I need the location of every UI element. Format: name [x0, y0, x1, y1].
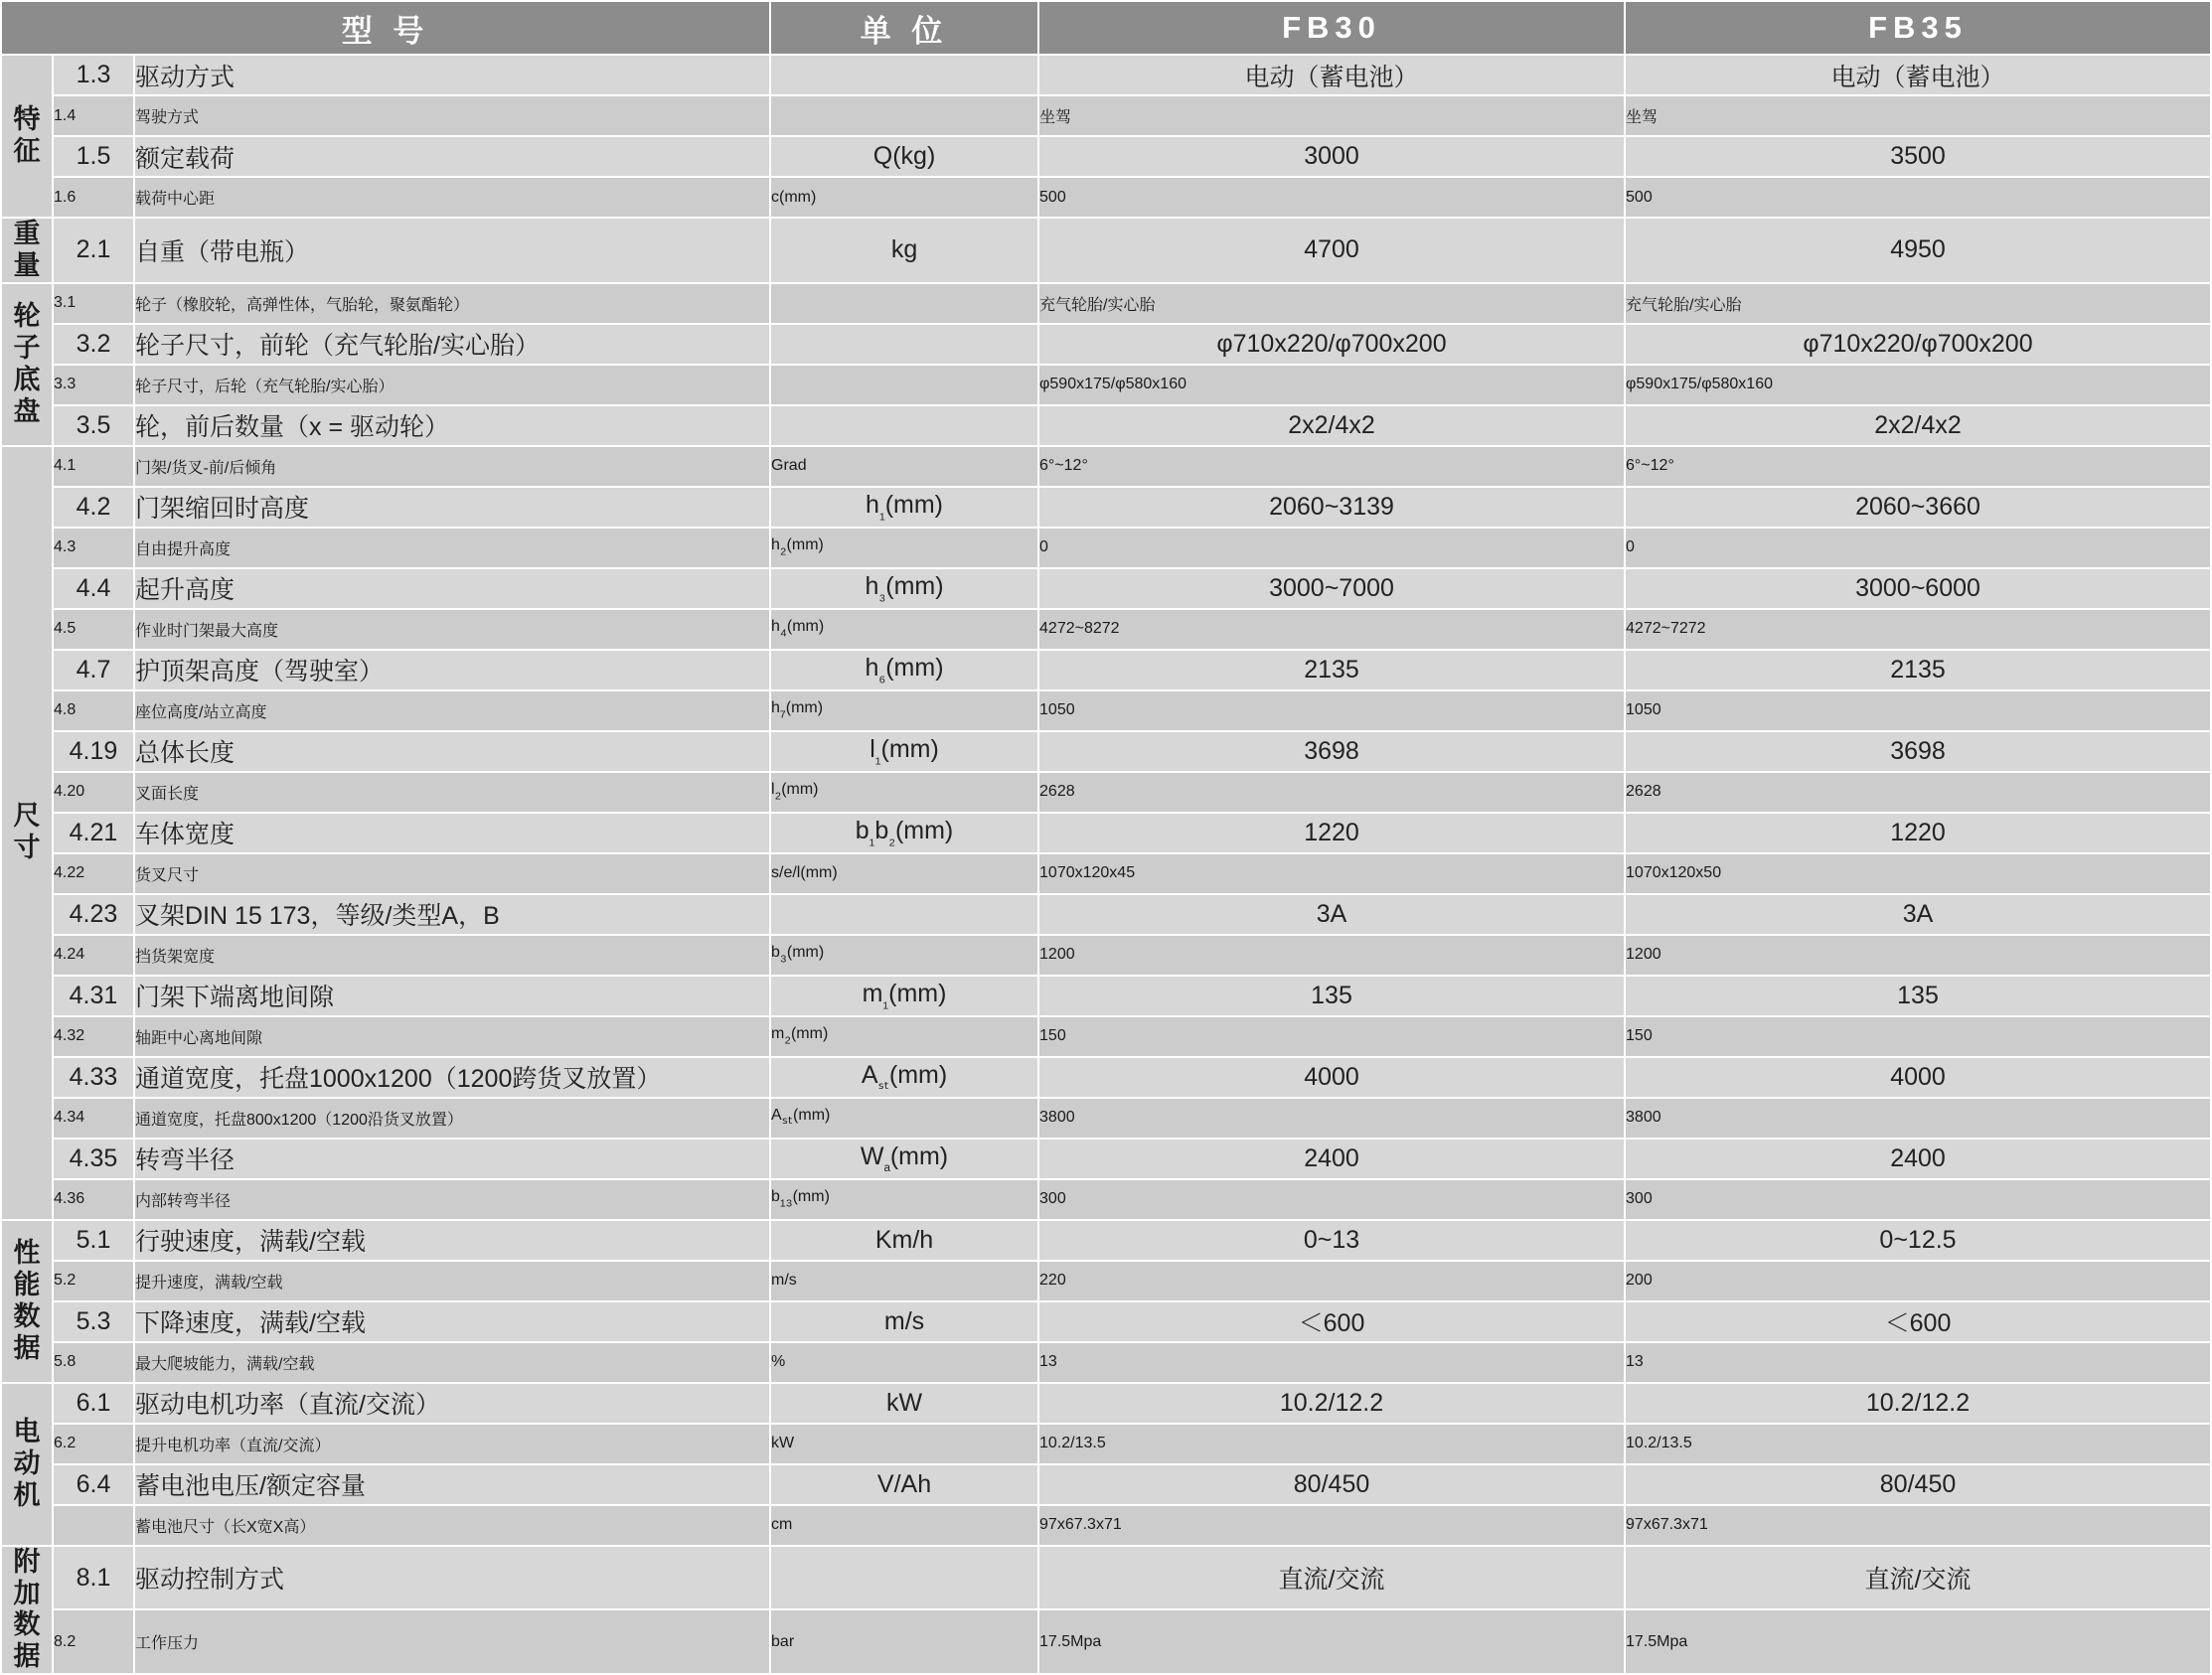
row-name: 最大爬坡能力，满载/空载	[134, 1342, 770, 1383]
row-unit: cm	[770, 1505, 1038, 1546]
row-unit: kW	[770, 1424, 1038, 1464]
row-value-fb30: 坐驾	[1038, 95, 1625, 136]
table-row	[1, 1546, 2211, 1610]
table-row	[1, 1261, 2211, 1301]
row-value-fb35: 80/450	[1625, 1464, 2211, 1505]
row-name: 提升速度，满载/空载	[134, 1261, 770, 1301]
row-value-fb30: 10.2/12.2	[1038, 1383, 1625, 1424]
row-number: 3.1	[53, 283, 134, 324]
row-name: 作业时门架最大高度	[134, 609, 770, 650]
row-value-fb30: ＜600	[1038, 1301, 1625, 1342]
row-value-fb30: 2628	[1038, 772, 1625, 813]
row-value-fb30: 2060~3139	[1038, 487, 1625, 528]
row-name: 通道宽度，托盘1000x1200（1200跨货叉放置）	[134, 1057, 770, 1098]
row-value-fb35: 电动（蓄电池）	[1625, 55, 2211, 95]
row-value-fb30: 13	[1038, 1342, 1625, 1383]
row-value-fb35: 4000	[1625, 1057, 2211, 1098]
table-row	[1, 1301, 2211, 1342]
row-value-fb35: 2400	[1625, 1139, 2211, 1179]
row-name: 货叉尺寸	[134, 853, 770, 894]
table-row	[1, 365, 2211, 405]
row-number: 4.4	[53, 568, 134, 609]
row-unit: $h_{_7}(mm)$	[770, 690, 1038, 731]
row-number: 1.5	[53, 136, 134, 177]
row-value-fb30: 1200	[1038, 935, 1625, 976]
row-unit: $A_{_{st}}(mm)$	[770, 1098, 1038, 1139]
row-number: 1.3	[53, 55, 134, 95]
row-value-fb35: 4272~7272	[1625, 609, 2211, 650]
row-number: 1.4	[53, 95, 134, 136]
row-value-fb35: 200	[1625, 1261, 2211, 1301]
row-unit: $m_{_1}(mm)$	[770, 976, 1038, 1016]
row-unit: kW	[770, 1383, 1038, 1424]
row-value-fb30: 充气轮胎/实心胎	[1038, 283, 1625, 324]
row-name: 通道宽度，托盘800x1200（1200沿货叉放置）	[134, 1098, 770, 1139]
row-value-fb35: 1200	[1625, 935, 2211, 976]
row-value-fb30: 135	[1038, 976, 1625, 1016]
table-row	[1, 283, 2211, 324]
row-unit: Km/h	[770, 1220, 1038, 1261]
row-name: 蓄电池电压/额定容量	[134, 1464, 770, 1505]
table-row	[1, 528, 2211, 568]
row-number: 4.22	[53, 853, 134, 894]
row-value-fb35: 13	[1625, 1342, 2211, 1383]
row-value-fb30: φ590x175/φ580x160	[1038, 365, 1625, 405]
row-value-fb35: 2060~3660	[1625, 487, 2211, 528]
row-unit: $l_{_1}(mm)$	[770, 731, 1038, 772]
row-unit	[770, 55, 1038, 95]
row-value-fb30: 220	[1038, 1261, 1625, 1301]
row-value-fb30: 500	[1038, 177, 1625, 218]
group-label: 附 加 数 据	[1, 1546, 53, 1674]
row-number: 4.35	[53, 1139, 134, 1179]
row-value-fb35: 0	[1625, 528, 2211, 568]
table-row	[1, 95, 2211, 136]
table-row	[1, 894, 2211, 935]
row-number: 4.19	[53, 731, 134, 772]
row-name: 挡货架宽度	[134, 935, 770, 976]
row-value-fb30: 2400	[1038, 1139, 1625, 1179]
row-value-fb30: 电动（蓄电池）	[1038, 55, 1625, 95]
row-value-fb35: 97x67.3x71	[1625, 1505, 2211, 1546]
table-row	[1, 1220, 2211, 1261]
table-row	[1, 55, 2211, 95]
row-value-fb30: 3698	[1038, 731, 1625, 772]
table-row	[1, 177, 2211, 218]
header-fb30: FB30	[1038, 1, 1625, 55]
table-row	[1, 136, 2211, 177]
row-unit: $W_{_a}(mm)$	[770, 1139, 1038, 1179]
table-row	[1, 405, 2211, 446]
table-row	[1, 1383, 2211, 1424]
row-value-fb30: 150	[1038, 1016, 1625, 1057]
row-number: 4.1	[53, 446, 134, 487]
group-label: 重 量	[1, 218, 53, 283]
row-number: 8.1	[53, 1546, 134, 1610]
row-value-fb35: 17.5Mpa	[1625, 1609, 2211, 1674]
table-row	[1, 1505, 2211, 1546]
row-name: 轴距中心离地间隙	[134, 1016, 770, 1057]
row-name: 座位高度/站立高度	[134, 690, 770, 731]
row-number: 6.4	[53, 1464, 134, 1505]
row-value-fb35: 1220	[1625, 813, 2211, 853]
row-number: 2.1	[53, 218, 134, 283]
row-name: 驾驶方式	[134, 95, 770, 136]
row-number: 4.21	[53, 813, 134, 853]
row-value-fb30: 直流/交流	[1038, 1546, 1625, 1610]
row-number: 1.6	[53, 177, 134, 218]
row-name: 总体长度	[134, 731, 770, 772]
row-value-fb30: 1050	[1038, 690, 1625, 731]
row-number	[53, 1505, 134, 1546]
row-name: 自重（带电瓶）	[134, 218, 770, 283]
row-name: 车体宽度	[134, 813, 770, 853]
row-value-fb30: 4700	[1038, 218, 1625, 283]
row-unit: $m_{_2}(mm)$	[770, 1016, 1038, 1057]
table-row	[1, 487, 2211, 528]
row-name: 起升高度	[134, 568, 770, 609]
table-row	[1, 1342, 2211, 1383]
table-row	[1, 772, 2211, 813]
table-row	[1, 853, 2211, 894]
row-number: 4.23	[53, 894, 134, 935]
row-number: 5.1	[53, 1220, 134, 1261]
row-value-fb35: 300	[1625, 1179, 2211, 1220]
table-row	[1, 1424, 2211, 1464]
row-value-fb35: 1070x120x50	[1625, 853, 2211, 894]
row-value-fb30: 3800	[1038, 1098, 1625, 1139]
table-row	[1, 690, 2211, 731]
row-unit	[770, 1546, 1038, 1610]
row-value-fb30: 2135	[1038, 650, 1625, 690]
row-name: 轮子（橡胶轮，高弹性体，气胎轮，聚氨酯轮）	[134, 283, 770, 324]
row-unit: bar	[770, 1609, 1038, 1674]
table-row	[1, 324, 2211, 365]
row-number: 4.7	[53, 650, 134, 690]
group-label: 电 动 机	[1, 1383, 53, 1546]
row-value-fb30: 97x67.3x71	[1038, 1505, 1625, 1546]
row-unit: $h_{_1}(mm)$	[770, 487, 1038, 528]
row-name: 叉架DIN 15 173，等级/类型A，B	[134, 894, 770, 935]
row-value-fb30: 300	[1038, 1179, 1625, 1220]
row-number: 4.36	[53, 1179, 134, 1220]
table-row	[1, 568, 2211, 609]
row-number: 4.20	[53, 772, 134, 813]
row-value-fb35: 10.2/13.5	[1625, 1424, 2211, 1464]
row-value-fb35: 6°~12°	[1625, 446, 2211, 487]
row-name: 轮子尺寸，前轮（充气轮胎/实心胎）	[134, 324, 770, 365]
row-value-fb30: 10.2/13.5	[1038, 1424, 1625, 1464]
row-value-fb30: 17.5Mpa	[1038, 1609, 1625, 1674]
row-unit: $h_{_2}(mm)$	[770, 528, 1038, 568]
row-value-fb35: 充气轮胎/实心胎	[1625, 283, 2211, 324]
row-value-fb35: 135	[1625, 976, 2211, 1016]
row-unit: kg	[770, 218, 1038, 283]
row-value-fb35: φ710x220/φ700x200	[1625, 324, 2211, 365]
row-value-fb35: 500	[1625, 177, 2211, 218]
row-number: 4.3	[53, 528, 134, 568]
row-name: 提升电机功率（直流/交流）	[134, 1424, 770, 1464]
row-unit: Q(kg)	[770, 136, 1038, 177]
row-number: 4.33	[53, 1057, 134, 1098]
row-unit: $b_{_{13}}(mm)$	[770, 1179, 1038, 1220]
row-value-fb35: 3000~6000	[1625, 568, 2211, 609]
row-name: 行驶速度，满载/空载	[134, 1220, 770, 1261]
header-model: 型 号	[1, 1, 770, 55]
table-row	[1, 1098, 2211, 1139]
table-row	[1, 935, 2211, 976]
group-label: 轮 子 底 盘	[1, 283, 53, 446]
row-value-fb30: 0	[1038, 528, 1625, 568]
row-unit: %	[770, 1342, 1038, 1383]
table-row	[1, 650, 2211, 690]
row-name: 额定载荷	[134, 136, 770, 177]
row-number: 4.24	[53, 935, 134, 976]
row-number: 6.2	[53, 1424, 134, 1464]
table-row	[1, 609, 2211, 650]
table-row	[1, 976, 2211, 1016]
row-number: 3.2	[53, 324, 134, 365]
row-value-fb30: 4000	[1038, 1057, 1625, 1098]
row-unit: $b_{_3}(mm)$	[770, 935, 1038, 976]
row-name: 驱动控制方式	[134, 1546, 770, 1610]
row-number: 5.2	[53, 1261, 134, 1301]
row-name: 护顶架高度（驾驶室）	[134, 650, 770, 690]
row-unit	[770, 365, 1038, 405]
row-unit: $h_{_3}(mm)$	[770, 568, 1038, 609]
table-row	[1, 1464, 2211, 1505]
row-value-fb30: 80/450	[1038, 1464, 1625, 1505]
row-name: 叉面长度	[134, 772, 770, 813]
row-value-fb35: 2628	[1625, 772, 2211, 813]
row-name: 驱动电机功率（直流/交流）	[134, 1383, 770, 1424]
row-number: 5.3	[53, 1301, 134, 1342]
row-unit: $l_{_2}(mm)$	[770, 772, 1038, 813]
row-value-fb35: 10.2/12.2	[1625, 1383, 2211, 1424]
table-row	[1, 446, 2211, 487]
row-number: 4.31	[53, 976, 134, 1016]
row-value-fb30: 1220	[1038, 813, 1625, 853]
row-value-fb30: 6°~12°	[1038, 446, 1625, 487]
row-value-fb35: φ590x175/φ580x160	[1625, 365, 2211, 405]
row-unit	[770, 95, 1038, 136]
row-number: 3.3	[53, 365, 134, 405]
row-number: 5.8	[53, 1342, 134, 1383]
row-name: 轮子尺寸，后轮（充气轮胎/实心胎）	[134, 365, 770, 405]
row-unit: $h_{_4}(mm)$	[770, 609, 1038, 650]
row-unit: $A_{_{st}}(mm)$	[770, 1057, 1038, 1098]
row-name: 驱动方式	[134, 55, 770, 95]
row-value-fb35: 3500	[1625, 136, 2211, 177]
row-value-fb35: 直流/交流	[1625, 1546, 2211, 1610]
table-row	[1, 1609, 2211, 1674]
row-name: 轮，前后数量（x = 驱动轮）	[134, 405, 770, 446]
row-value-fb30: 3000~7000	[1038, 568, 1625, 609]
row-unit	[770, 405, 1038, 446]
row-value-fb30: 4272~8272	[1038, 609, 1625, 650]
table-body	[1, 55, 2211, 1674]
row-unit: m/s	[770, 1261, 1038, 1301]
row-name: 下降速度，满载/空载	[134, 1301, 770, 1342]
row-unit	[770, 324, 1038, 365]
row-unit: s/e/l(mm)	[770, 853, 1038, 894]
row-unit: Grad	[770, 446, 1038, 487]
row-number: 3.5	[53, 405, 134, 446]
row-number: 4.8	[53, 690, 134, 731]
row-name: 门架/货叉-前/后倾角	[134, 446, 770, 487]
row-value-fb35: 坐驾	[1625, 95, 2211, 136]
row-number: 4.34	[53, 1098, 134, 1139]
header-unit: 单 位	[770, 1, 1038, 55]
row-name: 门架下端离地间隙	[134, 976, 770, 1016]
group-label: 尺 寸	[1, 446, 53, 1220]
header-fb35: FB35	[1625, 1, 2211, 55]
row-unit: $b_{_1}b_{_2}(mm)$	[770, 813, 1038, 853]
row-value-fb35: 4950	[1625, 218, 2211, 283]
table-header	[1, 1, 2211, 55]
row-value-fb30: 0~13	[1038, 1220, 1625, 1261]
row-name: 转弯半径	[134, 1139, 770, 1179]
row-name: 内部转弯半径	[134, 1179, 770, 1220]
row-number: 8.2	[53, 1609, 134, 1674]
table-row	[1, 1016, 2211, 1057]
row-unit: $h_{_6}(mm)$	[770, 650, 1038, 690]
group-label: 特 征	[1, 55, 53, 218]
row-number: 4.32	[53, 1016, 134, 1057]
row-number: 6.1	[53, 1383, 134, 1424]
row-unit	[770, 894, 1038, 935]
row-unit: V/Ah	[770, 1464, 1038, 1505]
table-row	[1, 731, 2211, 772]
row-unit	[770, 283, 1038, 324]
row-value-fb30: 1070x120x45	[1038, 853, 1625, 894]
row-value-fb35: 150	[1625, 1016, 2211, 1057]
row-value-fb35: 3A	[1625, 894, 2211, 935]
table-row	[1, 1179, 2211, 1220]
row-value-fb35: 0~12.5	[1625, 1220, 2211, 1261]
row-unit: c(mm)	[770, 177, 1038, 218]
row-value-fb30: 3000	[1038, 136, 1625, 177]
table-row	[1, 1057, 2211, 1098]
table-row	[1, 218, 2211, 283]
row-unit: m/s	[770, 1301, 1038, 1342]
table-row	[1, 1139, 2211, 1179]
row-value-fb35: ＜600	[1625, 1301, 2211, 1342]
row-value-fb30: 3A	[1038, 894, 1625, 935]
row-name: 门架缩回时高度	[134, 487, 770, 528]
row-value-fb30: φ710x220/φ700x200	[1038, 324, 1625, 365]
row-value-fb35: 3698	[1625, 731, 2211, 772]
row-name: 自由提升高度	[134, 528, 770, 568]
row-number: 4.5	[53, 609, 134, 650]
group-label: 性 能 数 据	[1, 1220, 53, 1383]
row-number: 4.2	[53, 487, 134, 528]
row-value-fb35: 1050	[1625, 690, 2211, 731]
row-value-fb30: 2x2/4x2	[1038, 405, 1625, 446]
row-value-fb35: 3800	[1625, 1098, 2211, 1139]
row-value-fb35: 2x2/4x2	[1625, 405, 2211, 446]
row-value-fb35: 2135	[1625, 650, 2211, 690]
row-name: 载荷中心距	[134, 177, 770, 218]
row-name: 工作压力	[134, 1609, 770, 1674]
row-name: 蓄电池尺寸（长X宽X高）	[134, 1505, 770, 1546]
table-row	[1, 813, 2211, 853]
